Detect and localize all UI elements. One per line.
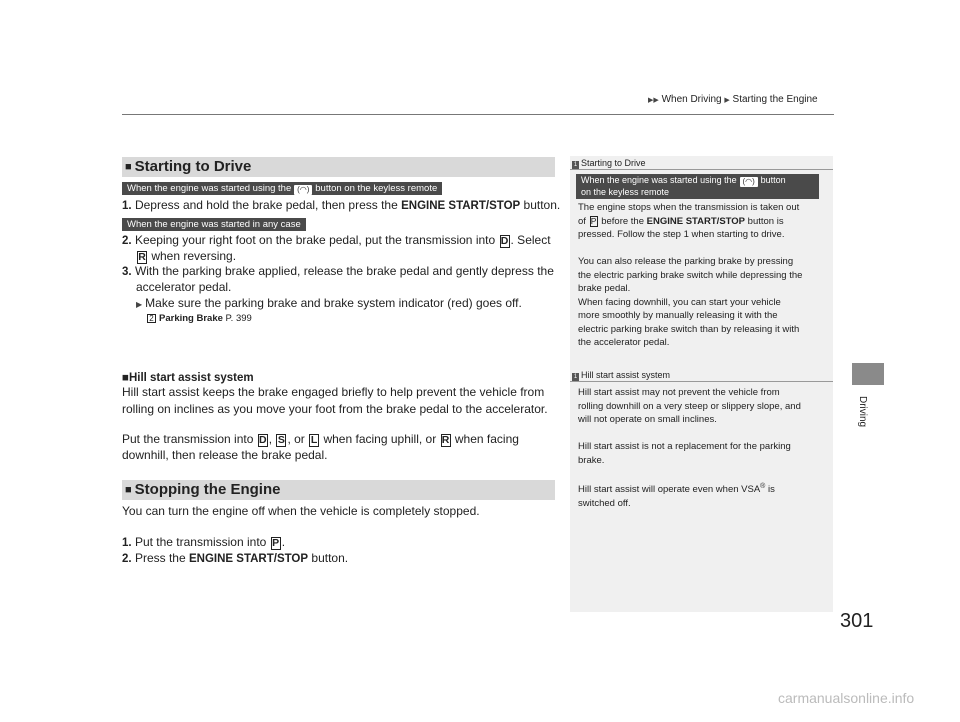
stop-step-2: 2. Press the ENGINE START/STOP button. <box>122 551 349 565</box>
note-paragraph-2: You can also release the parking brake by pressing the electric parking brake switch while depressing the brake pedal. When facing downhill, you can start your vehicle more smoothly by manually releasing it with the electric parking brake switch than by releasing it with the accelerator pedal. <box>578 256 803 348</box>
breadcrumb-when-driving[interactable]: When Driving <box>661 94 722 105</box>
step-1: 1. Depress and hold the brake pedal, then press the ENGINE START/STOP button. <box>122 198 561 212</box>
tag-any-case: When the engine was started in any case <box>122 218 306 231</box>
hill-paragraph-line-2: rolling on inclines as you move your foot from the brake pedal to the accelerator. <box>122 402 548 416</box>
note-paragraph-1: The engine stops when the transmission is taken out of P before the ENGINE START/STOP button is pressed. Follow the step 1 when starting to drive. <box>578 202 800 240</box>
reference-icon: 2 <box>147 314 156 323</box>
gear-d-icon: D <box>258 434 267 446</box>
note-marker-icon: 1 <box>573 374 578 380</box>
step-3: 3. With the parking brake applied, release the brake pedal and gently depress the <box>122 264 554 278</box>
square-bullet-icon: ■ <box>125 484 132 496</box>
section-heading-starting-to-drive: ■ Starting to Drive <box>122 157 555 177</box>
gear-l-icon: L <box>310 434 318 446</box>
tag-keyless-remote: When the engine was started using the (◠) button on the keyless remote <box>122 182 442 195</box>
step-3-sub: ▶ Make sure the parking brake and brake system indicator (red) goes off. <box>136 296 522 310</box>
page-number: 301 <box>840 610 874 632</box>
gear-p-icon: P <box>272 537 280 549</box>
note-title-starting-to-drive: 1 Starting to Drive <box>573 158 646 168</box>
note-paragraph-4: Hill start assist is not a replacement for the parking brake. <box>578 441 791 466</box>
section-heading-stopping-engine: ■ Stopping the Engine <box>122 480 555 500</box>
square-bullet-icon: ■ <box>122 372 129 384</box>
stop-intro: You can turn the engine off when the vehicle is completely stopped. <box>122 504 480 518</box>
chevron-right-icon: ▶ <box>724 97 730 104</box>
step-2: 2. Keeping your right foot on the brake pedal, put the transmission into D . Select <box>122 233 551 247</box>
step-3-cont: accelerator pedal. <box>136 280 232 294</box>
note-marker-icon: 1 <box>573 162 578 168</box>
step-2-cont: R when reversing. <box>138 249 237 263</box>
watermark: carmanualsonline.info <box>778 690 915 706</box>
triangle-bullet-icon: ▶ <box>136 300 143 309</box>
hill-heading: ■Hill start assist system <box>122 372 254 384</box>
note-paragraph-5: Hill start assist will operate even when VSA® is switched off. <box>578 483 775 509</box>
hill-paragraph-2: Put the transmission into D , S , or L when facing uphill, or R when facing <box>122 432 519 446</box>
square-bullet-icon: ■ <box>125 161 132 173</box>
keyless-remote-icon: (◠) <box>294 185 312 195</box>
gear-d-icon: D <box>500 235 509 247</box>
hill-paragraph-line-1: Hill start assist keeps the brake engaged briefly to help prevent the vehicle from <box>122 385 545 399</box>
breadcrumb-starting-engine[interactable]: Starting the Engine <box>732 94 818 105</box>
cross-reference-parking-brake[interactable]: 2 Parking Brake P. 399 <box>147 313 252 324</box>
gear-r-icon: R <box>441 434 450 446</box>
keyless-remote-icon: (◠) <box>740 177 758 187</box>
side-tab-label: Driving <box>857 396 868 428</box>
gear-r-icon: R <box>138 251 146 263</box>
breadcrumb <box>648 94 818 105</box>
note-tag-keyless-remote: When the engine was started using the (◠) button on the keyless remote <box>576 174 819 199</box>
stop-step-1: 1. Put the transmission into P . <box>122 535 286 549</box>
note-divider <box>570 381 833 382</box>
header-divider <box>122 114 834 115</box>
side-tab-marker <box>852 363 884 385</box>
note-paragraph-3: Hill start assist may not prevent the vehicle from rolling downhill on a very steep or slippery slope, and will not operate on small inclines. <box>578 387 801 425</box>
gear-s-icon: S <box>277 434 285 446</box>
gear-p-icon: P <box>590 215 597 226</box>
note-divider <box>570 169 833 170</box>
chevron-right-icon: ▶▶ <box>648 97 659 104</box>
note-title-hill-start: 1 Hill start assist system <box>573 370 671 380</box>
hill-paragraph-2-cont: downhill, then release the brake pedal. <box>122 448 328 462</box>
